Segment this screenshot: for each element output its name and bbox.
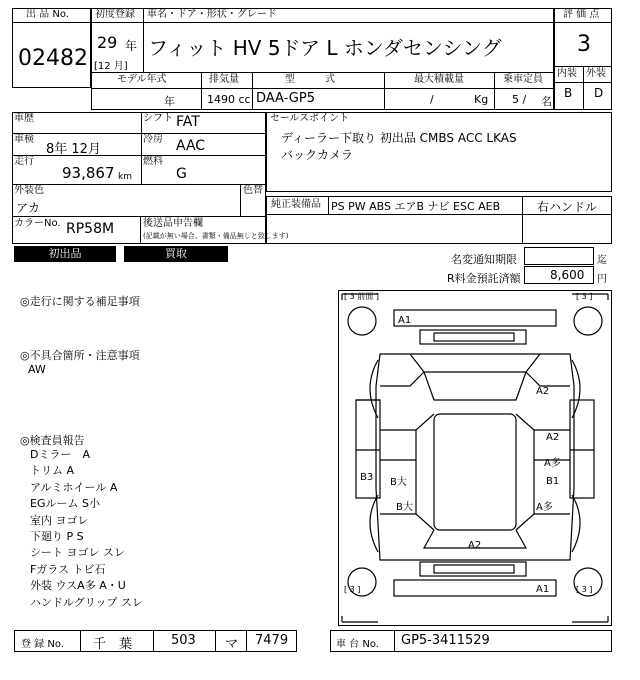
car-diagram xyxy=(338,290,612,626)
recycle-fee-value: 8,600 xyxy=(550,268,585,282)
registration-class: 503 xyxy=(171,633,196,648)
model-label: 型 式 xyxy=(285,74,335,85)
inspection-label: 車検 xyxy=(14,134,34,145)
model-code: DAA-GP5 xyxy=(256,91,315,106)
history-label: 車歴 xyxy=(14,113,34,124)
mileage-label: 走行 xyxy=(14,156,34,167)
recycle-fee-label: R料金預託済額 xyxy=(447,272,521,285)
capacity-unit: 名 xyxy=(541,95,552,108)
tag-top-left: [ 3 前面 ] xyxy=(344,292,379,301)
ac-label: 冷房 xyxy=(143,134,163,145)
max-load-unit: Kg xyxy=(474,93,489,106)
mark-right-fender: A2 xyxy=(536,386,550,397)
max-load-label: 最大積載量 xyxy=(414,74,464,85)
mark-right-rear-door: A多 xyxy=(544,458,561,469)
name-change-unit: 迄 xyxy=(597,255,607,266)
mark-left-rear-door: B大 xyxy=(396,502,413,513)
exterior-grade: D xyxy=(594,86,604,100)
defects-text: AW xyxy=(28,363,46,376)
first-registration-year: 29 xyxy=(97,33,118,52)
lot-number: 02482 xyxy=(18,46,88,71)
sales-points-label: セールスポイント xyxy=(270,113,350,124)
interior-grade-label: 内装 xyxy=(557,68,577,79)
inspector-report-list xyxy=(30,447,330,611)
chassis-label: 車 台 No. xyxy=(336,639,379,650)
steering-side: 右ハンドル xyxy=(537,200,598,214)
registration-number: 7479 xyxy=(255,633,289,648)
ac-value: AAC xyxy=(176,138,206,154)
name-change-label: 名変通知期限 xyxy=(451,253,517,266)
tag-top-right: [ 3 ] xyxy=(576,292,593,301)
displacement-label: 排気量 xyxy=(209,74,239,85)
inspector-report-item: 室内 ヨゴレ xyxy=(30,513,89,527)
color-no-label: カラーNo. xyxy=(14,218,61,229)
registration-label: 登 録 No. xyxy=(21,639,64,650)
max-load: / xyxy=(430,93,434,106)
sales-points-line-2: バックカメラ xyxy=(281,148,354,162)
inspector-report-item: トリム A xyxy=(30,464,75,478)
tag-bottom-right: [ 3 ] xyxy=(576,585,593,594)
mark-right-quarter: A多 xyxy=(536,502,553,513)
ext-color-value: アカ xyxy=(16,201,40,215)
driving-notes-heading: ◎走行に関する補足事項 xyxy=(20,295,140,308)
mark-right-front-door: A2 xyxy=(546,432,560,443)
inspector-heading: ◎検査員報告 xyxy=(20,434,85,447)
mark-left-front-door: B大 xyxy=(390,477,407,488)
first-registration-label: 初度登録 xyxy=(95,9,135,20)
defects-heading: ◎不具合箇所・注意事項 xyxy=(20,349,140,362)
capacity-label: 乗車定員 xyxy=(503,74,543,85)
lot-number-label: 出 品 No. xyxy=(26,9,69,20)
car-name-label: 車名・ドア・形状・グレード xyxy=(147,9,277,20)
mark-right-rear-door-2: B1 xyxy=(546,476,560,487)
equipment-label: 純正装備品 xyxy=(271,199,321,210)
car-name: フィット HV 5ドア L ホンダセンシング xyxy=(148,36,502,60)
inspection-value: 8年 12月 xyxy=(46,142,101,157)
model-year-label: モデル年式 xyxy=(117,74,167,85)
inspector-report-item: シート ヨゴレ スレ xyxy=(30,546,125,560)
first-listing-tag: 初出品 xyxy=(14,246,116,262)
chassis-number: GP5-3411529 xyxy=(401,633,490,648)
tag-bottom-left: [ 3 ] xyxy=(344,585,361,594)
displacement: 1490 cc xyxy=(207,93,251,106)
grade-label: 評 価 点 xyxy=(563,9,600,20)
inspector-report-item: EGルーム S小 xyxy=(30,497,100,511)
purchase-tag: 買取 xyxy=(124,246,228,262)
sales-points-line-1: ディーラー下取り 初出品 CMBS ACC LKAS xyxy=(281,131,517,145)
docs-label: 後送品申告欄 xyxy=(143,218,203,229)
fuel-label: 燃料 xyxy=(143,156,163,167)
color-no-value: RP58M xyxy=(66,221,115,237)
mark-front-bumper: A1 xyxy=(398,315,412,326)
mileage-unit: km xyxy=(118,172,132,182)
exterior-grade-label: 外装 xyxy=(586,68,606,79)
docs-note: (記載が無い場合、書類・備品無しと致します) xyxy=(143,232,289,240)
inspector-report-item: ハンドルグリップ スレ xyxy=(30,595,143,609)
name-change-deadline xyxy=(524,247,594,265)
first-registration-month: [12 月] xyxy=(94,61,128,72)
mark-rear-gate: A2 xyxy=(468,540,482,551)
recycle-fee-unit: 円 xyxy=(597,274,607,285)
mark-rear-bumper: A1 xyxy=(536,584,550,595)
mileage-value: 93,867 xyxy=(62,164,115,182)
inspector-report-item: 下廻り P S xyxy=(30,530,84,544)
color-change-label: 色替 xyxy=(243,185,263,196)
ext-color-label: 外装色 xyxy=(14,185,44,196)
registration-kana: マ xyxy=(225,637,239,652)
grade-value: 3 xyxy=(577,32,591,57)
inspector-report-item: Dミラー A xyxy=(30,448,90,461)
year-unit: 年 xyxy=(125,39,138,53)
inspector-report-item: Fガラス トビ石 xyxy=(30,562,106,576)
capacity: 5 / xyxy=(512,93,527,106)
registration-area: 千 葉 xyxy=(93,637,133,652)
fuel-value: G xyxy=(176,166,187,182)
equipment-items: PS PW ABS エアB ナビ ESC AEB xyxy=(331,200,501,213)
inspector-report-item: アルミホイール A xyxy=(30,480,118,494)
inspector-report-item: 外装 ウスA多 A・U xyxy=(30,579,126,593)
interior-grade: B xyxy=(564,86,573,100)
shift-value: FAT xyxy=(176,114,200,130)
mark-left-quarter: B3 xyxy=(360,472,374,483)
model-year-unit: 年 xyxy=(164,95,175,108)
shift-label: シフト xyxy=(143,113,173,124)
